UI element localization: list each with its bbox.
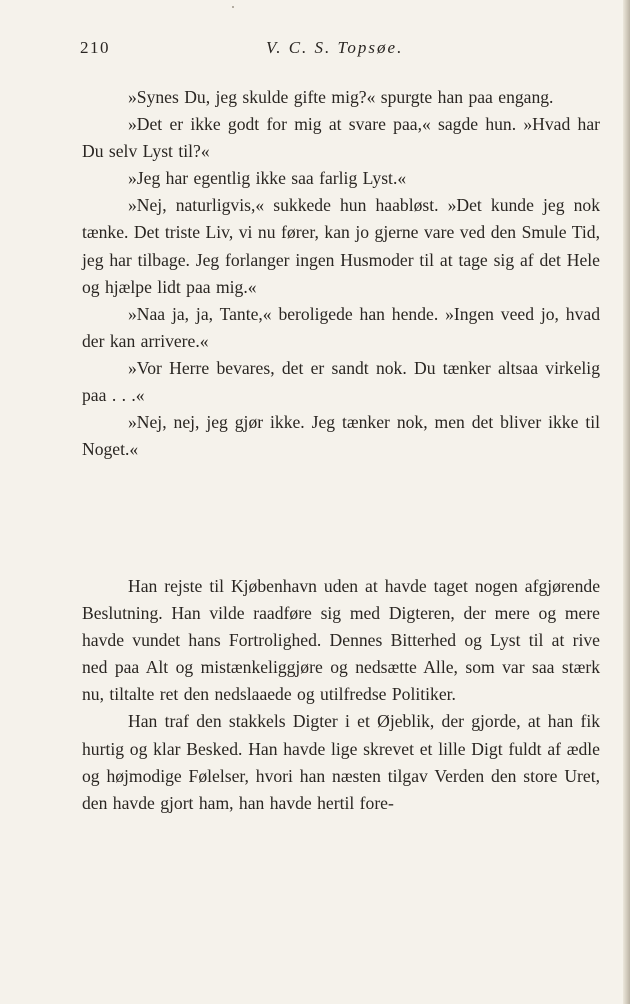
paragraph: »Jeg har egentlig ikke saa farlig Lyst.« xyxy=(128,168,407,189)
paragraph: »Det er ikke godt for mig at svare paa,« sagde hun. »Hvad har Du selv Lyst til?« xyxy=(82,114,600,162)
page-header xyxy=(80,38,600,62)
ink-speck xyxy=(232,6,234,8)
paragraph: »Naa ja, ja, Tante,« beroligede han hende. »Ingen veed jo, hvad der kan arrivere.« xyxy=(82,303,600,351)
paragraph: »Nej, naturligvis,« sukkede hun haabløst. »Det kunde jeg nok tænke. Det triste Liv, vi nu fører, kan jo gjerne vare ved den Smule Tid, jeg har tilbage. Jeg forlanger ingen Husmoder til at tage sig af det Hele og hjælpe lidt paa mig.« xyxy=(82,195,600,297)
paragraph: Han traf den stakkels Digter i et Øjeblik, der gjorde, at han fik hurtig og klar Besked. Han havde lige skrevet et lille Digt fuldt af ædle og højmodige Følelser, hvori han næsten tilgav Verden den store Uret, den havde gjort ham, han havde hertil fore- xyxy=(82,711,600,813)
dialogue-section xyxy=(82,84,600,463)
paragraph: »Nej, nej, jeg gjør ikke. Jeg tænker nok, men det bliver ikke til Noget.« xyxy=(82,412,600,460)
page-edge-shadow xyxy=(623,0,630,1004)
page-number: 210 xyxy=(80,38,110,57)
paragraph: Han rejste til Kjøbenhavn uden at havde taget nogen afgjørende Beslutning. Han vilde raadføre sig med Digteren, der mere og mere havde vundet hans Fortrolighed. Dennes Bitterhed og Lyst til at rive ned paa Alt og mistænkeliggjøre og nedsætte Alle, som var saa stærk nu, tiltalte ret den nedslaaede og utilfredse Politiker. xyxy=(82,576,600,705)
narrative-section xyxy=(82,573,600,817)
running-head: V. C. S. Topsøe. xyxy=(266,38,404,57)
paragraph: »Synes Du, jeg skulde gifte mig?« spurgte han paa engang. xyxy=(128,87,554,107)
paragraph: »Vor Herre bevares, det er sandt nok. Du tænker altsaa virkelig paa . . .« xyxy=(82,357,600,406)
